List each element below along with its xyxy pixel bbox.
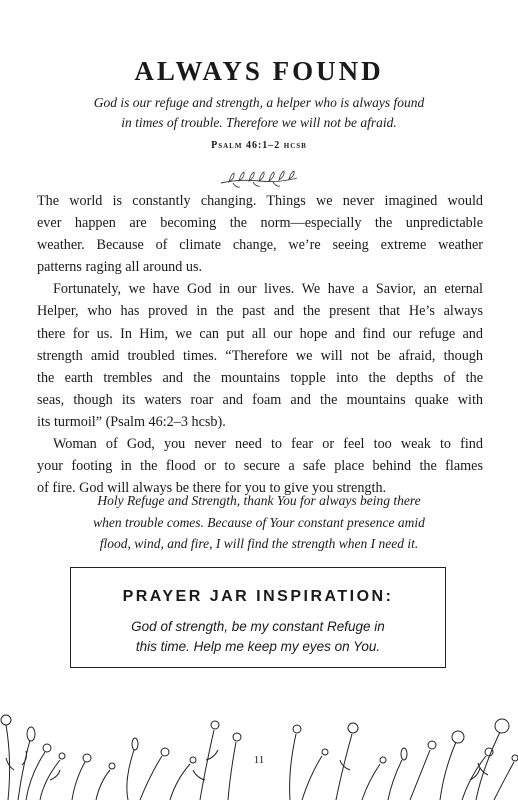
- body-line: the earth trembles and the mountains topple into the depths of the: [37, 369, 483, 386]
- body-line: Fortunately, we have God in our lives. We have a Savior, an eternal: [53, 281, 483, 298]
- body-line: seas, though its waters roar and foam and the mountains quake with: [37, 391, 483, 408]
- prayer-line: Holy Refuge and Strength, thank You for always being there: [97, 493, 421, 508]
- prayer-jar-text: [71, 617, 445, 657]
- body-line: Helper, who has proved in the past and the present that He’s always: [37, 303, 483, 320]
- epigraph-line: in times of trouble. Therefore we will not be afraid.: [121, 115, 397, 130]
- devotion-body: [37, 190, 483, 499]
- page-number-text: 11: [250, 754, 269, 766]
- body-line: of fire. God will always be there for you to give you strength.: [37, 480, 387, 497]
- wildflower-border-icon: [0, 690, 518, 800]
- closing-prayer: [0, 490, 518, 555]
- body-line: your footing in the flood or to secure a safe place behind the flames: [37, 458, 483, 475]
- prayer-line: when trouble comes. Because of Your constant presence amid: [93, 514, 425, 530]
- prayer-jar-line: God of strength, be my constant Refuge in: [131, 619, 385, 634]
- body-line: ever happen are becoming the norm—especially the unpredictable: [37, 215, 483, 232]
- prayer-jar-heading: PRAYER JAR INSPIRATION:: [122, 588, 394, 605]
- scripture-citation: Psalm 46:1–2 hcsb: [211, 140, 307, 151]
- body-line: Woman of God, you never need to fear or feel too weak to find: [53, 436, 483, 453]
- page-number: [0, 754, 518, 766]
- body-line: its turmoil” (Psalm 46:2–3 hcsb).: [37, 413, 226, 430]
- body-paragraph: [37, 190, 483, 278]
- floral-divider-icon: [219, 166, 299, 190]
- prayer-jar-line: this time. Help me keep my eyes on You.: [135, 639, 381, 654]
- body-line: there for us. In Him, we can put all our hope and find our refuge and: [37, 325, 483, 342]
- body-paragraph: [37, 278, 483, 433]
- body-line: strength amid troubled times. “Therefore we will not be afraid, though: [37, 347, 483, 364]
- prayer-jar-box: [70, 567, 446, 668]
- epigraph-line: God is our refuge and strength, a helper who is always found: [93, 95, 425, 110]
- body-line: patterns raging all around us.: [37, 259, 203, 276]
- prayer-line: flood, wind, and fire, I will find the strength when I need it.: [99, 536, 419, 551]
- epigraph-quote: [0, 93, 518, 133]
- body-line: weather. Because of climate change, we’re seeing extreme weather: [37, 237, 483, 254]
- body-line: The world is constantly changing. Things we never imagined would: [37, 193, 483, 209]
- page-title: ALWAYS FOUND: [134, 56, 384, 86]
